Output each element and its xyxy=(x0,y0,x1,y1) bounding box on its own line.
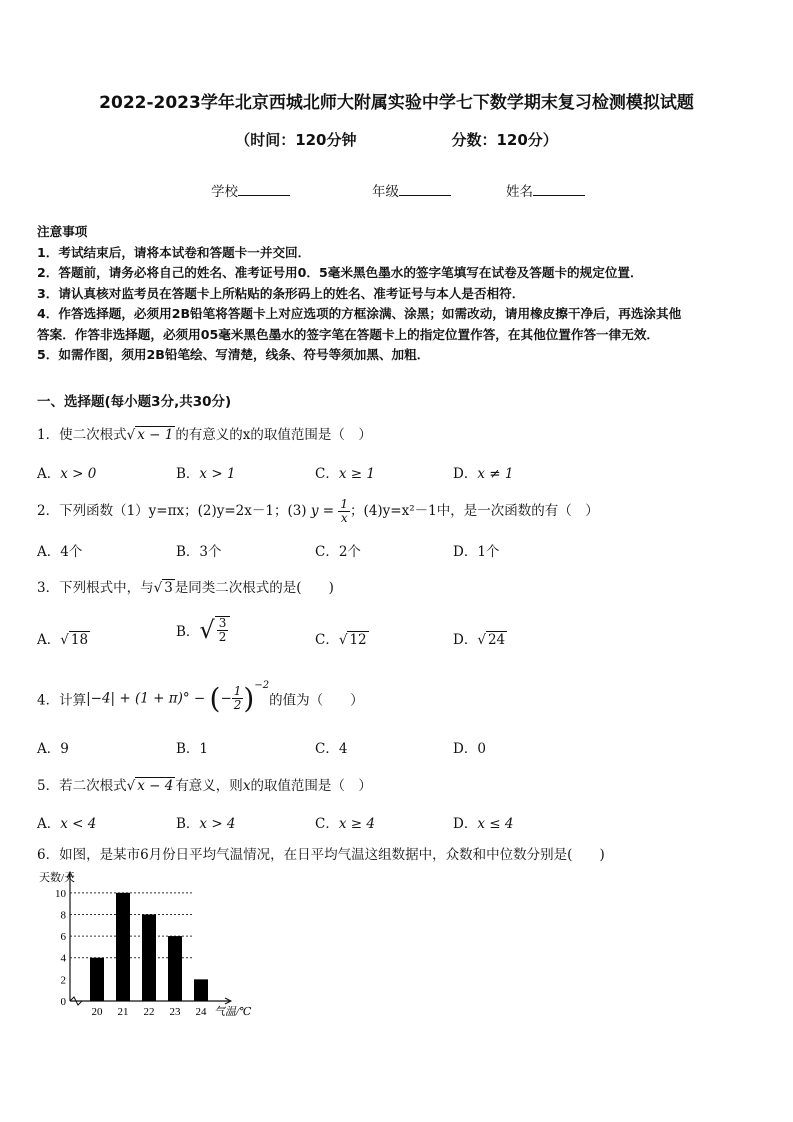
q2-option-b[interactable] xyxy=(176,540,222,560)
option-label: B． xyxy=(176,624,200,640)
q3-option-a[interactable] xyxy=(37,628,90,648)
x-tick-label: 23 xyxy=(169,1006,181,1018)
q2-fraction xyxy=(338,498,350,525)
option-label: D． xyxy=(453,741,478,757)
option-label: A． xyxy=(37,466,61,482)
question-6: 6．如图，是某市6月份日平均气温情况，在日平均气温这组数据中，众数和中位数分别是( ) xyxy=(37,847,605,863)
y-tick-label: 8 xyxy=(60,909,66,922)
notes-block xyxy=(37,222,762,366)
option-label: D． xyxy=(453,466,478,482)
option-expr: x ≠ 1 xyxy=(477,466,514,482)
x-tick-label: 24 xyxy=(195,1006,207,1018)
q5-option-a[interactable] xyxy=(37,812,96,832)
exam-score: 分数：120分） xyxy=(451,131,558,149)
q4-exponent: −2 xyxy=(254,680,270,691)
exam-info xyxy=(0,129,793,150)
q2-stem-pre: 2．下列函数（1）y=πx；(2)y=2x－1；(3) xyxy=(37,503,307,519)
q2-option-c[interactable] xyxy=(315,540,361,560)
sqrt-symbol: √ xyxy=(153,580,163,596)
q3-radicand: 3 xyxy=(164,580,173,596)
option-expr: 1个 xyxy=(477,544,500,560)
q3-b-fraction xyxy=(215,616,231,644)
bar xyxy=(116,893,130,1001)
option-label: D． xyxy=(453,632,478,648)
fraction-numerator: 1 xyxy=(340,497,349,511)
bar xyxy=(90,958,104,1001)
q1-option-d[interactable] xyxy=(453,462,513,482)
q4-fraction xyxy=(232,685,244,712)
q5-stem-mid: 有意义，则 xyxy=(175,778,243,794)
option-label: C． xyxy=(315,466,339,482)
sqrt-symbol: √ xyxy=(126,427,136,443)
y-tick-label: 2 xyxy=(60,974,66,987)
sqrt-symbol: √ xyxy=(338,632,348,648)
q4-minus: − xyxy=(220,690,232,707)
school-field[interactable] xyxy=(211,180,290,200)
x-axis-label: 气温/℃ xyxy=(214,1006,252,1018)
y-tick-label: 0 xyxy=(60,996,66,1008)
note-item: 3．请认真核对监考员在答题卡上所粘贴的条形码上的姓名、准考证号与本人是否相符． xyxy=(37,285,525,301)
temperature-bar-chart xyxy=(37,870,267,1022)
q4-stem-post: 的值为（ ） xyxy=(269,692,364,709)
option-expr: x ≥ 1 xyxy=(338,466,375,482)
q5-stem-pre: 5．若二次根式 xyxy=(37,778,127,794)
q4-stem-pre: 4．计算 xyxy=(37,692,87,709)
option-label: C． xyxy=(315,544,339,560)
option-label: C． xyxy=(315,816,339,832)
q3-option-b[interactable] xyxy=(176,616,230,644)
page-title: 2022-2023学年北京西城北师大附属实验中学七下数学期末复习检测模拟试题 xyxy=(99,93,694,113)
fraction-denominator: 2 xyxy=(218,630,227,644)
option-label: C． xyxy=(315,632,339,648)
grade-label: 年级 xyxy=(372,184,399,200)
fraction-denominator: 2 xyxy=(233,698,242,712)
option-label: A． xyxy=(37,816,61,832)
y-axis-label: 天数/天 xyxy=(39,872,76,884)
y-tick-label: 4 xyxy=(60,952,66,965)
q5-variable: x xyxy=(242,778,251,794)
option-label: A． xyxy=(37,741,61,757)
q1-option-a[interactable] xyxy=(37,462,96,482)
note-item: 2．答题前，请务必将自己的姓名、准考证号用0．5毫米黑色墨水的签字笔填写在试卷及答题卡的规定位置． xyxy=(37,265,643,280)
option-expr: x > 0 xyxy=(60,466,97,482)
right-paren: ) xyxy=(243,682,255,715)
fraction-denominator: x xyxy=(340,511,348,525)
q1-stem-pre: 1．使二次根式 xyxy=(37,427,127,443)
q5-option-c[interactable] xyxy=(315,812,375,832)
question-4 xyxy=(37,680,364,715)
q2-option-a[interactable] xyxy=(37,540,82,560)
bar xyxy=(194,979,208,1001)
option-expr: x ≥ 4 xyxy=(338,816,375,832)
grade-field[interactable] xyxy=(372,180,451,200)
q5-radicand: x − 4 xyxy=(137,778,174,794)
q4-expression: |−4| + (1 + π)° − xyxy=(86,690,210,707)
q1-radicand: x − 1 xyxy=(137,427,174,443)
fraction-numerator: 3 xyxy=(218,616,227,630)
q4-option-d[interactable] xyxy=(453,737,486,757)
name-field[interactable] xyxy=(506,180,585,200)
fraction-numerator: 1 xyxy=(233,684,242,698)
q5-stem-post: 的取值范围是（ ） xyxy=(250,778,372,794)
option-expr: 2个 xyxy=(338,544,361,560)
option-label: A． xyxy=(37,632,61,648)
q3-stem-post: 是同类二次根式的是( ) xyxy=(174,580,334,596)
y-tick-label: 6 xyxy=(60,931,66,944)
q4-option-c[interactable] xyxy=(315,737,347,757)
sqrt-symbol: √ xyxy=(60,632,69,648)
option-expr: x > 4 xyxy=(199,816,236,832)
option-expr: x ≤ 4 xyxy=(477,816,514,832)
option-expr: x > 1 xyxy=(199,466,236,482)
sqrt-symbol: √ xyxy=(126,778,136,794)
note-item: 4．作答选择题，必须用2B铅笔将答题卡上对应选项的方框涂满、涂黑；如需改动，请用橡皮擦干净后，再选涂其他 xyxy=(37,306,682,321)
option-expr: 9 xyxy=(60,741,69,757)
option-expr: 0 xyxy=(477,741,486,757)
option-expr: 1 xyxy=(199,741,209,757)
question-3 xyxy=(37,576,334,596)
option-label: D． xyxy=(453,816,478,832)
option-label: B． xyxy=(176,466,200,482)
q2-y-eq: y = xyxy=(310,503,335,519)
option-expr: 3个 xyxy=(199,544,222,560)
y-tick-label: 10 xyxy=(55,887,66,900)
option-expr: 4 xyxy=(338,741,348,757)
q4-option-b[interactable] xyxy=(176,737,208,757)
q4-option-a[interactable] xyxy=(37,737,69,757)
note-item: 答案．作答非选择题，必须用05毫米黑色墨水的签字笔在答题卡上的指定位置作答，在其他位置作答一律无效． xyxy=(37,326,660,342)
q2-stem-post: ；(4)y=x²－1中，是一次函数的有（ ） xyxy=(350,503,599,519)
q3-stem-pre: 3．下列根式中，与 xyxy=(37,580,154,596)
name-label: 姓名 xyxy=(506,184,533,200)
option-label: D． xyxy=(453,544,478,560)
option-radicand: 24 xyxy=(487,632,506,648)
q3-option-c[interactable] xyxy=(315,628,369,648)
option-label: B． xyxy=(176,816,200,832)
sqrt-symbol: √ xyxy=(477,632,486,648)
exam-time: （时间：120分钟 xyxy=(235,131,357,149)
question-5 xyxy=(37,774,372,794)
option-radicand: 18 xyxy=(70,632,89,648)
q2-option-d[interactable] xyxy=(453,540,499,560)
school-label: 学校 xyxy=(211,184,238,200)
left-paren: ( xyxy=(209,682,221,715)
q1-option-b[interactable] xyxy=(176,462,236,482)
section-title: 一、选择题(每小题3分,共30分) xyxy=(37,394,232,410)
option-radicand: 12 xyxy=(349,632,367,648)
bar xyxy=(168,936,182,1001)
q3-option-d[interactable] xyxy=(453,628,507,648)
sqrt-symbol: √ xyxy=(199,616,215,644)
question-2 xyxy=(37,498,599,525)
x-tick-label: 20 xyxy=(91,1006,103,1018)
notes-heading: 注意事项 xyxy=(37,224,88,239)
q1-stem-post: 的有意义的x的取值范围是（ ） xyxy=(175,427,372,443)
bar xyxy=(142,914,156,1001)
q1-option-c[interactable] xyxy=(315,462,375,482)
question-1 xyxy=(37,423,372,443)
x-tick-label: 22 xyxy=(143,1006,155,1018)
option-label: B． xyxy=(176,544,200,560)
option-expr: x < 4 xyxy=(60,816,97,832)
note-item: 1．考试结束后，请将本试卷和答题卡一并交回． xyxy=(37,244,311,260)
option-label: B． xyxy=(176,741,200,757)
option-label: A． xyxy=(37,544,61,560)
option-expr: 4个 xyxy=(60,544,83,560)
option-label: C． xyxy=(315,741,339,757)
x-tick-label: 21 xyxy=(117,1006,129,1018)
q5-option-b[interactable] xyxy=(176,812,236,832)
q5-option-d[interactable] xyxy=(453,812,513,832)
note-item: 5．如需作图，须用2B铅笔绘、写清楚，线条、符号等须加黑、加粗． xyxy=(37,347,430,362)
